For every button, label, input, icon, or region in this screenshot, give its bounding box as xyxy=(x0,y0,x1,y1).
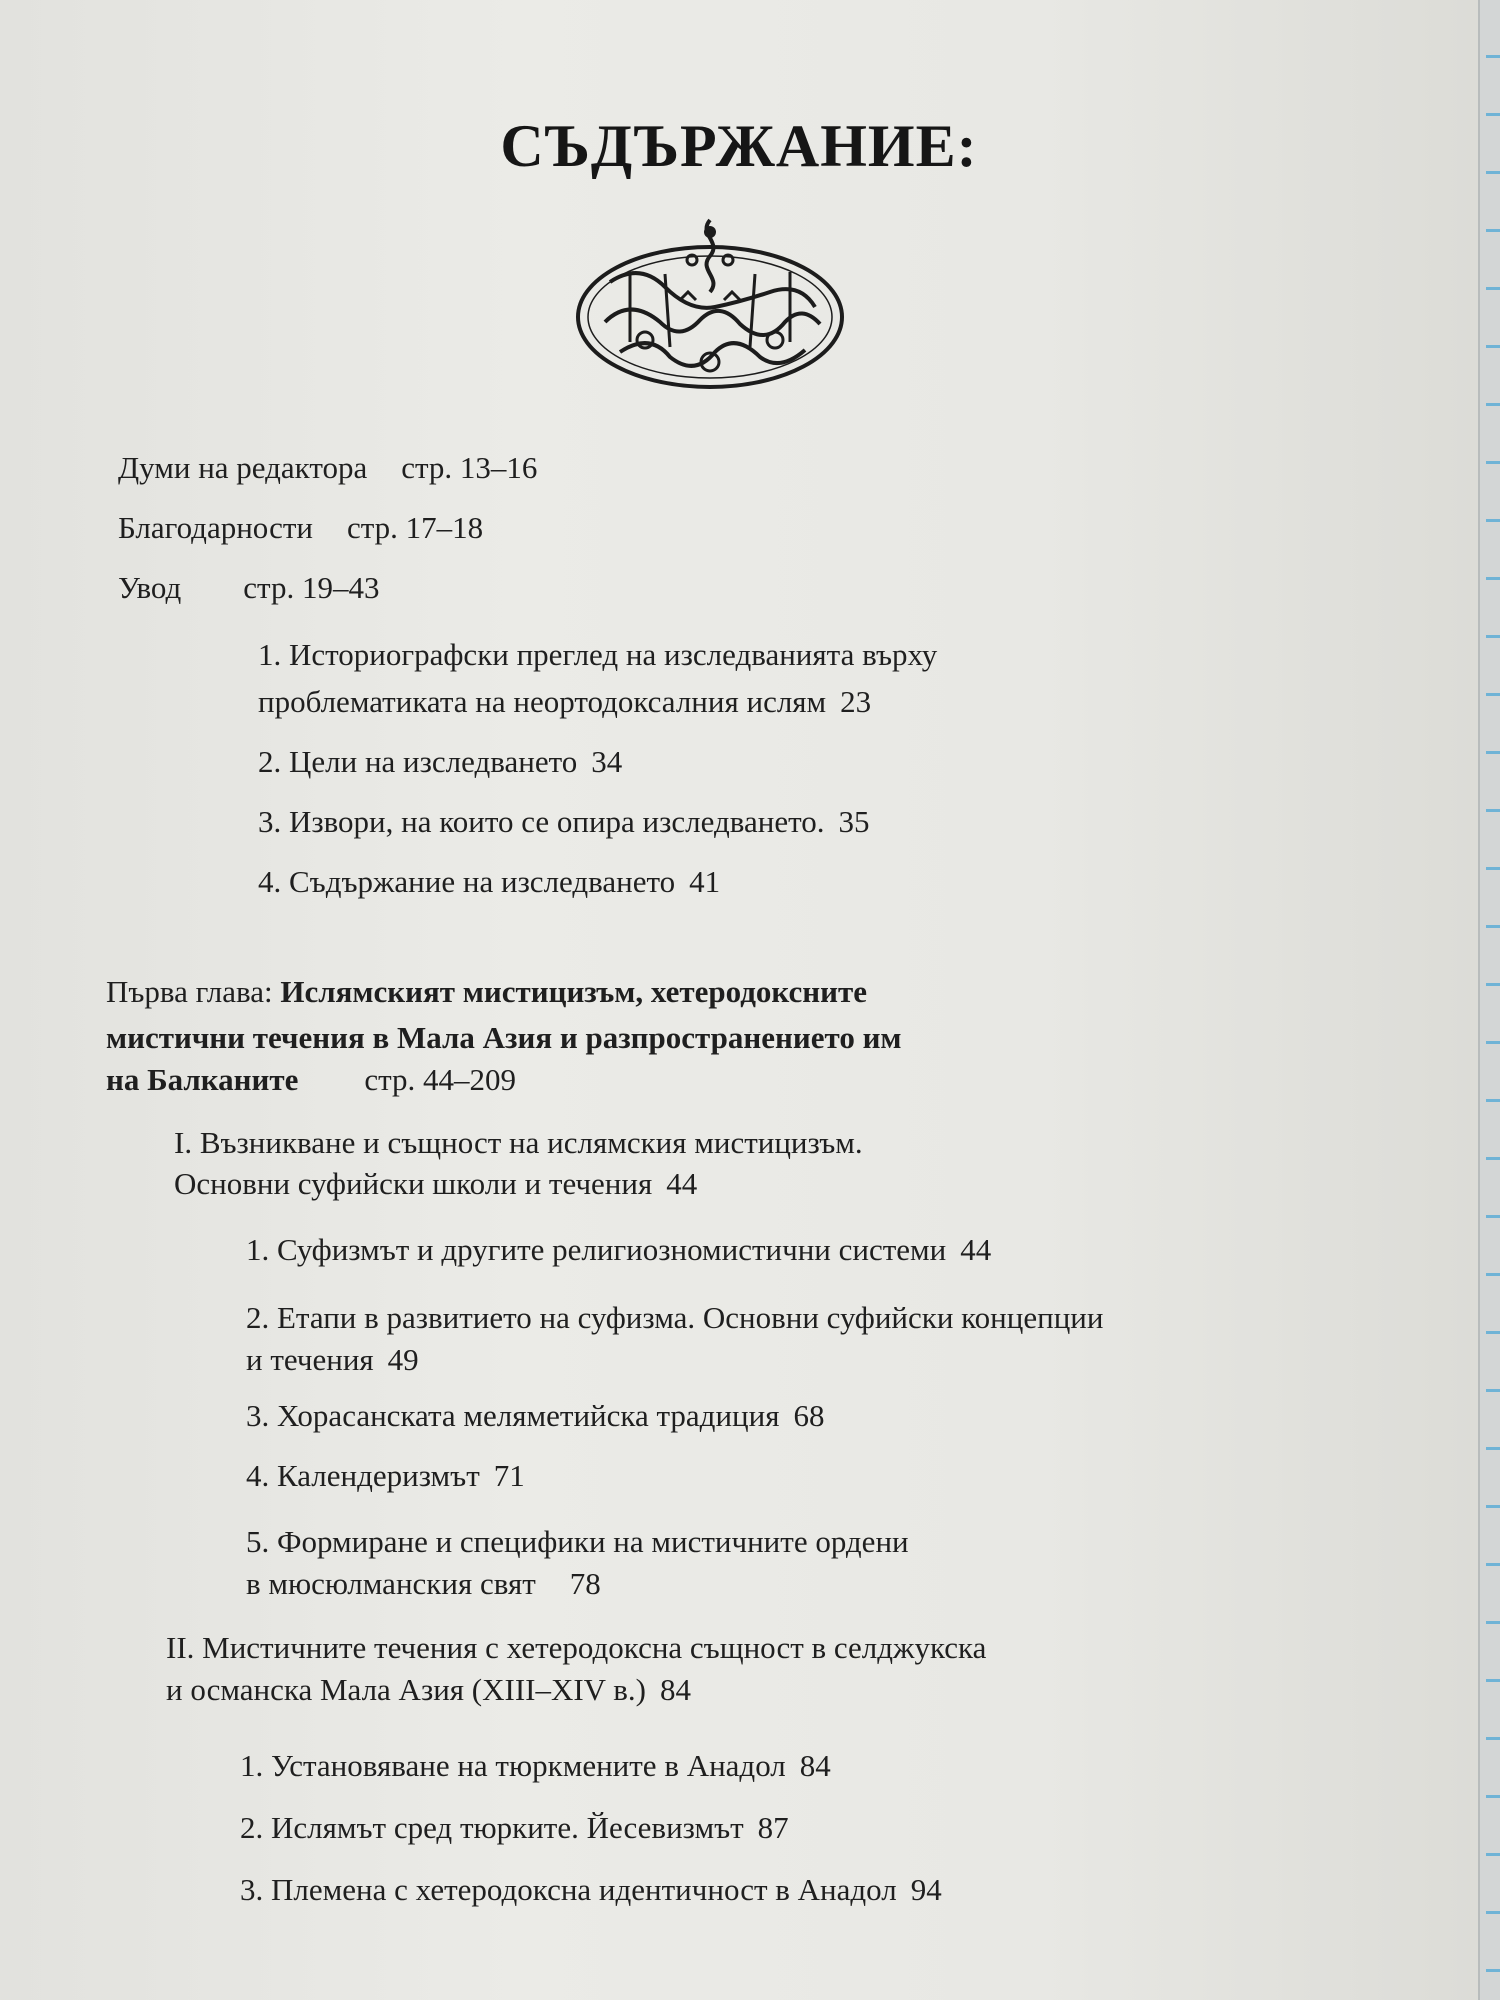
toc-entry-text: 4. Календеризмът xyxy=(246,1458,480,1493)
toc-entry-text: 3. Извори, на които се опира изследването. xyxy=(258,804,825,839)
toc-subentry[interactable] xyxy=(246,1456,525,1496)
toc-entry-page: 49 xyxy=(387,1342,419,1377)
toc-section[interactable] xyxy=(166,1628,986,1668)
toc-entry-page: 23 xyxy=(840,684,872,719)
toc-section-cont[interactable] xyxy=(174,1164,697,1204)
toc-entry-page: 84 xyxy=(799,1748,831,1783)
toc-entry-text: Благодарности xyxy=(118,510,313,545)
toc-subentry[interactable] xyxy=(258,635,937,675)
toc-entry-text: 5. Формиране и специфики на мистичните ордени xyxy=(246,1524,909,1559)
toc-entry-page: 35 xyxy=(838,804,870,839)
toc-entry-page: 71 xyxy=(493,1458,525,1493)
chapter-title: мистични течения в Мала Азия и разпространението им xyxy=(106,1020,902,1055)
page-title: СЪДЪРЖАНИЕ: xyxy=(500,113,978,179)
toc-entry-page: 87 xyxy=(757,1810,789,1845)
toc-entry-text: Думи на редактора xyxy=(118,450,368,485)
toc-entry-text: 4. Съдържание на изследването xyxy=(258,864,676,899)
calligraphic-ornament-icon xyxy=(570,212,850,392)
toc-entry-text: II. Мистичните течения с хетеродоксна същност в селджукска xyxy=(166,1630,987,1665)
toc-entry-page: стр. 44–209 xyxy=(364,1062,517,1097)
toc-entry-page: 68 xyxy=(793,1398,825,1433)
toc-chapter-heading-cont[interactable] xyxy=(106,1060,516,1100)
toc-entry-page: 41 xyxy=(689,864,721,899)
toc-entry-text: 3. Хорасанската меляметийска традиция xyxy=(246,1398,780,1433)
toc-entry-page: стр. 13–16 xyxy=(401,450,538,485)
toc-subentry[interactable] xyxy=(240,1870,942,1910)
toc-entry-page: 84 xyxy=(659,1672,691,1707)
toc-entry-intro[interactable] xyxy=(118,568,379,608)
toc-entry-text: 2. Ислямът сред тюрките. Йесевизмът xyxy=(240,1810,744,1845)
toc-subentry[interactable] xyxy=(246,1298,1103,1338)
toc-entry-page: стр. 17–18 xyxy=(346,510,484,545)
toc-chapter-heading-cont[interactable] xyxy=(106,1018,902,1058)
toc-subentry[interactable] xyxy=(258,802,869,842)
toc-subentry[interactable] xyxy=(246,1230,991,1270)
toc-entry-text: I. Възникване и същност на ислямския мистицизъм. xyxy=(174,1125,863,1160)
toc-subentry[interactable] xyxy=(246,1396,824,1436)
page-edge-ticks xyxy=(1486,0,1500,2000)
toc-entry-text: Основни суфийски школи и течения xyxy=(174,1166,653,1201)
toc-subentry-cont[interactable] xyxy=(258,682,871,722)
toc-entry-text: и османска Мала Азия (XIII–XIV в.) xyxy=(166,1672,646,1707)
toc-subentry-cont[interactable] xyxy=(246,1564,601,1604)
chapter-title: Ислямският мистицизъм, хетеродоксните xyxy=(280,974,867,1009)
toc-entry-page: 78 xyxy=(569,1566,601,1601)
toc-entry-page: 44 xyxy=(960,1232,992,1267)
toc-entry-text: 2. Етапи в развитието на суфизма. Основни суфийски концепции xyxy=(246,1300,1104,1335)
toc-entry-text: Увод xyxy=(118,570,182,605)
toc-entry-text: 3. Племена с хетеродоксна идентичност в Анадол xyxy=(240,1872,897,1907)
toc-chapter-heading[interactable] xyxy=(106,972,867,1012)
toc-entry-text: 2. Цели на изследването xyxy=(258,744,578,779)
toc-entry-text: 1. Установяване на тюркмените в Анадол xyxy=(240,1748,786,1783)
toc-entry-text: и течения xyxy=(246,1342,374,1377)
toc-entry-text: 1. Историографски преглед на изследванията върху xyxy=(258,637,938,672)
toc-entry-page: стр. 19–43 xyxy=(243,570,380,605)
chapter-prefix: Първа глава: xyxy=(106,974,273,1009)
toc-entry-text: 1. Суфизмът и другите религиозномистични системи xyxy=(246,1232,947,1267)
toc-section-cont[interactable] xyxy=(166,1670,691,1710)
toc-entry-acknowledgements[interactable] xyxy=(118,508,483,548)
toc-subentry[interactable] xyxy=(258,742,622,782)
toc-subentry[interactable] xyxy=(246,1522,909,1562)
toc-entry-text: проблематиката на неортодоксалния ислям xyxy=(258,684,827,719)
toc-entry-text: в мюсюлманския свят xyxy=(246,1566,536,1601)
toc-subentry-cont[interactable] xyxy=(246,1340,419,1380)
toc-section[interactable] xyxy=(174,1123,863,1163)
toc-entry-page: 34 xyxy=(591,744,623,779)
chapter-title: на Балканите xyxy=(106,1062,299,1097)
toc-subentry[interactable] xyxy=(240,1808,789,1848)
toc-entry-editor[interactable] xyxy=(118,448,537,488)
toc-subentry[interactable] xyxy=(240,1746,831,1786)
toc-entry-page: 44 xyxy=(666,1166,698,1201)
toc-entry-page: 94 xyxy=(910,1872,942,1907)
toc-subentry[interactable] xyxy=(258,862,720,902)
